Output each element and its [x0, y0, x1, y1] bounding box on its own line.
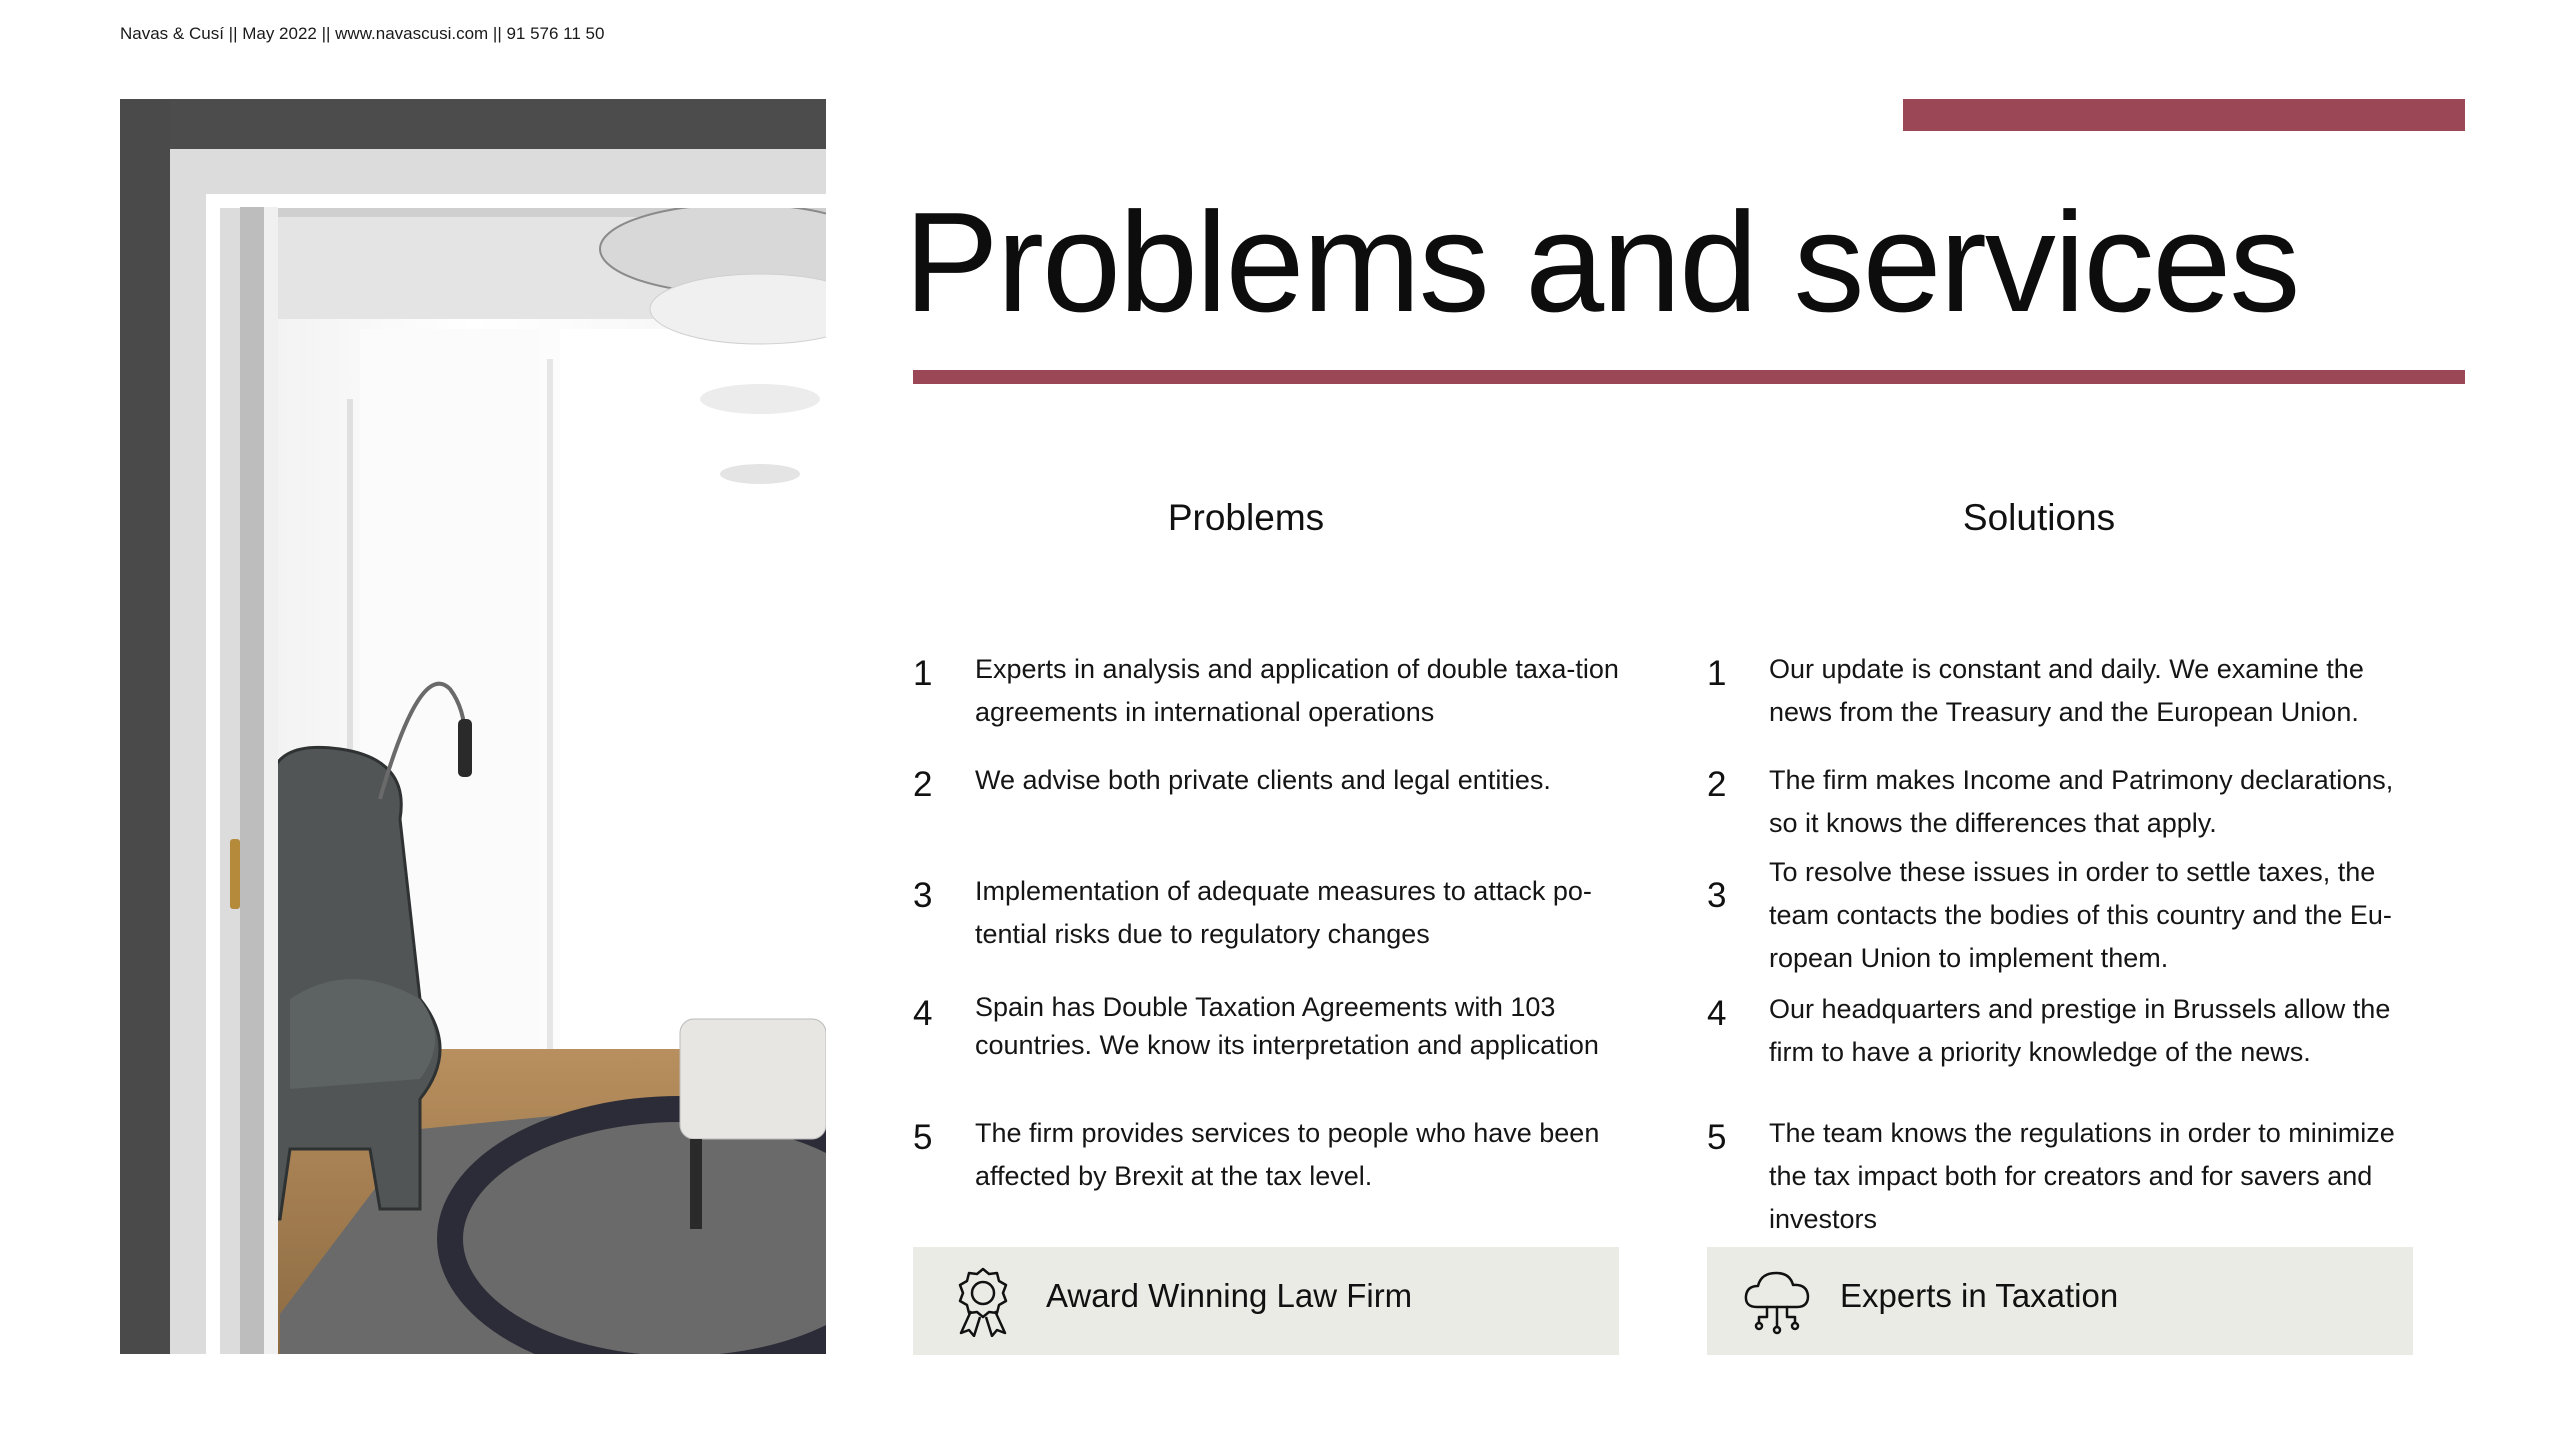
- feature-award-label: Award Winning Law Firm: [1046, 1277, 1413, 1314]
- feature-award: [913, 1247, 1619, 1355]
- problem-text: Implementation of adequate measures to attack po-tential risks due to regulatory changes: [975, 876, 1592, 949]
- solution-number: 1: [1707, 654, 1727, 693]
- feature-taxation: [1707, 1247, 2413, 1355]
- accent-bar-top: [1903, 99, 2465, 131]
- solution-text: Our headquarters and prestige in Brussels allow the firm to have a priority knowledge of the news.: [1769, 994, 2391, 1067]
- solution-text: Our update is constant and daily. We examine the news from the Treasury and the European Union.: [1769, 654, 2364, 727]
- feature-taxation-label: Experts in Taxation: [1840, 1277, 2119, 1314]
- page-title: Problems and services: [904, 183, 2299, 342]
- problem-text: Spain has Double Taxation Agreements with 103 countries. We know its interpretation and application: [975, 992, 1599, 1060]
- problem-text: Experts in analysis and application of double taxa-tion agreements in international operations: [975, 654, 1619, 727]
- problem-text: The firm provides services to people who have been affected by Brexit at the tax level.: [975, 1118, 1600, 1191]
- problems-heading: Problems: [1167, 497, 1325, 538]
- cloud-network-icon: [1741, 1265, 1813, 1337]
- solution-text: The team knows the regulations in order to minimize the tax impact both for creators and for savers and investors: [1769, 1118, 2395, 1234]
- award-ribbon-icon: [947, 1265, 1019, 1337]
- interior-photo: [120, 99, 826, 1354]
- solution-number: 3: [1707, 876, 1727, 915]
- solution-number: 5: [1707, 1118, 1727, 1157]
- solution-number: 4: [1707, 994, 1727, 1033]
- problem-number: 2: [913, 765, 933, 804]
- problem-number: 5: [913, 1118, 933, 1157]
- solution-text: To resolve these issues in order to settle taxes, the team contacts the bodies of this country and the Eu-ropean Union to implement them.: [1769, 857, 2392, 973]
- solution-text: The firm makes Income and Patrimony declarations, so it knows the differences that apply.: [1769, 765, 2394, 838]
- header-contact-line: Navas & Cusí || May 2022 || www.navascusi.com || 91 576 11 50: [120, 24, 605, 43]
- problem-number: 4: [913, 994, 933, 1033]
- problem-text: We advise both private clients and legal entities.: [975, 765, 1551, 795]
- problem-number: 3: [913, 876, 933, 915]
- accent-rule: [913, 370, 2465, 384]
- solution-number: 2: [1707, 765, 1727, 804]
- solutions-heading: Solutions: [1962, 497, 2116, 538]
- problem-number: 1: [913, 654, 933, 693]
